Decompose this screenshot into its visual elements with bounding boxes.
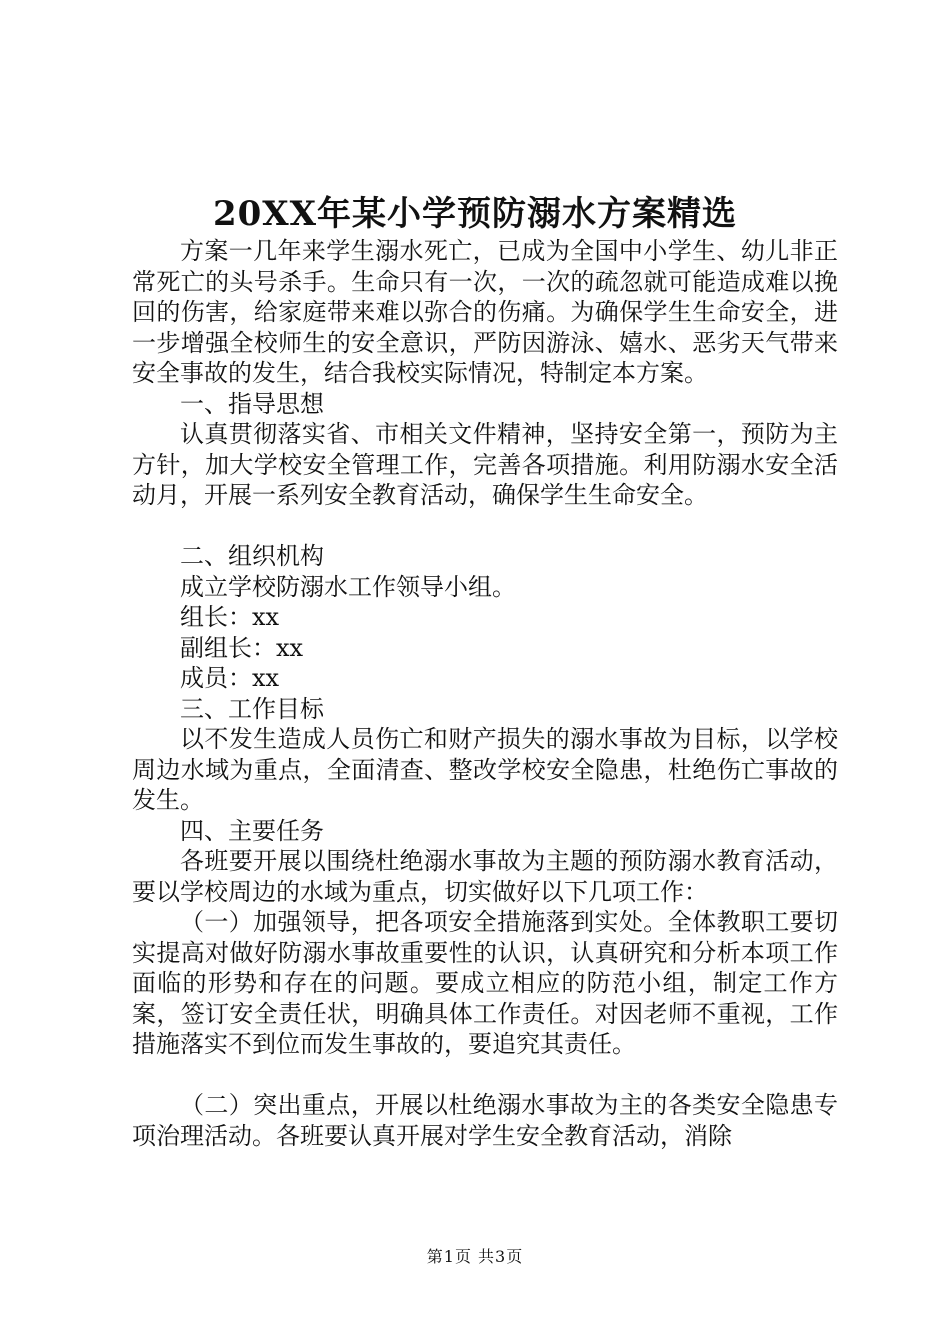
heading-main-tasks: 四、主要任务 xyxy=(180,816,324,845)
heading-work-goals: 三、工作目标 xyxy=(180,694,324,723)
paragraph-leadership-group: 成立学校防溺水工作领导小组。 xyxy=(180,572,516,601)
paragraph-task-one: （一）加强领导，把各项安全措施落到实处。全体教职工要切实提高对做好防溺水事故重要性的认识，认真研究和分析本项工作面临的形势和存在的问题。要成立相应的防范小组，制定工作方案，签订安全责任状，明确具体工作责任。对因老师不重视，工作措施落实不到位而发生事故的，要追究其责任。 xyxy=(132,908,838,1058)
spacer xyxy=(132,511,838,542)
heading-organization: 二、组织机构 xyxy=(180,542,324,570)
line-deputy-leader: 副组长：xx xyxy=(180,633,304,662)
document-body xyxy=(132,236,838,1151)
heading-guiding-ideology: 一、指导思想 xyxy=(180,389,324,418)
document-title: 20XX年某小学预防溺水方案精选 xyxy=(212,194,738,234)
paragraph-intro: 方案一几年来学生溺水死亡，已成为全国中小学生、幼儿非正常死亡的头号杀手。生命只有一次，一次的疏忽就可能造成难以挽回的伤害，给家庭带来难以弥合的伤痛。为确保学生生命安全，进一步增强全校师生的安全意识，严防因游泳、嬉水、恶劣天气带来安全事故的发生，结合我校实际情况，特制定本方案。 xyxy=(132,237,838,387)
line-group-leader: 组长：xx xyxy=(180,603,280,631)
paragraph-work-goals: 以不发生造成人员伤亡和财产损失的溺水事故为目标，以学校周边水域为重点，全面清查、整改学校安全隐患，杜绝伤亡事故的发生。 xyxy=(132,725,838,814)
spacer xyxy=(132,1060,838,1091)
line-members: 成员：xx xyxy=(180,664,280,692)
paragraph-task-two: （二）突出重点，开展以杜绝溺水事故为主的各类安全隐患专项治理活动。各班要认真开展对学生安全教育活动，消除 xyxy=(132,1091,838,1150)
page-footer: 第1页 共3页 xyxy=(426,1247,524,1266)
paragraph-guiding-ideology: 认真贯彻落实省、市相关文件精神，坚持安全第一，预防为主方针，加大学校安全管理工作，完善各项措施。利用防溺水安全活动月，开展一系列安全教育活动，确保学生生命安全。 xyxy=(132,420,838,509)
paragraph-main-tasks: 各班要开展以围绕杜绝溺水事故为主题的预防溺水教育活动，要以学校周边的水域为重点，切实做好以下几项工作： xyxy=(132,847,838,906)
